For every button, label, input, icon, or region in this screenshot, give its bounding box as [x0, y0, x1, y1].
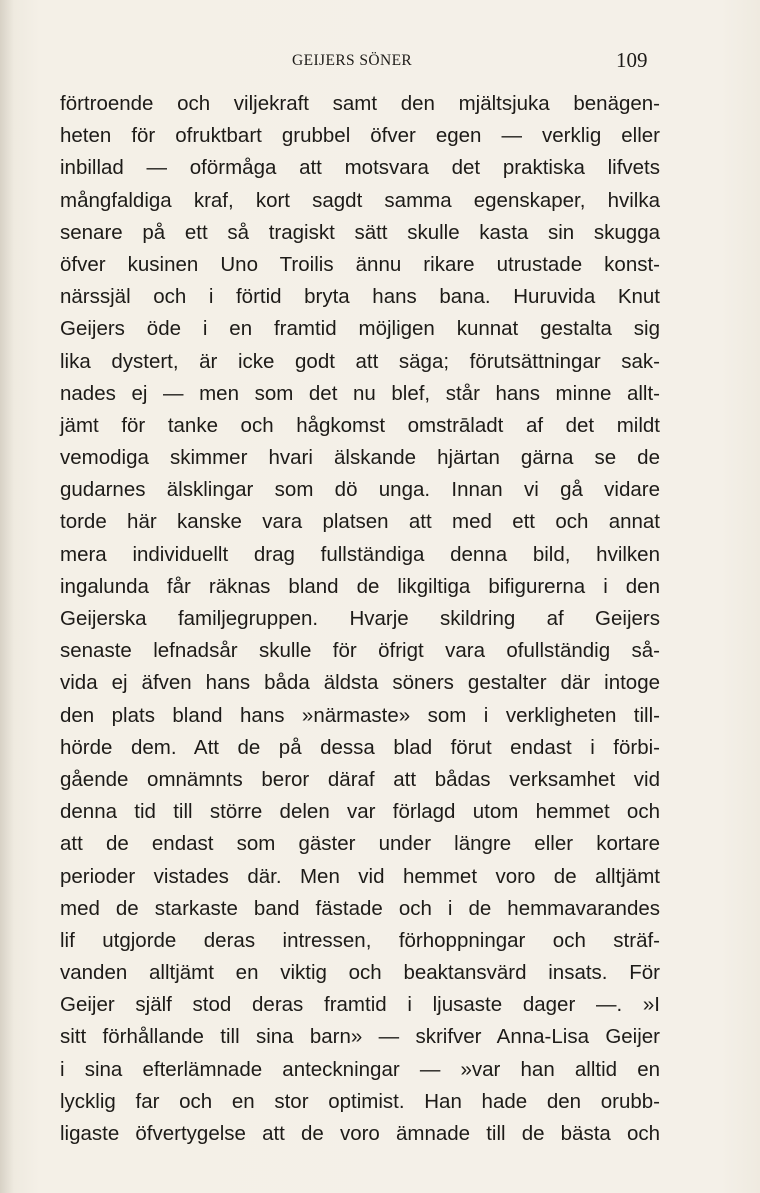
text-line: denna tid till större delen var förlagd utom hemmet och: [60, 800, 660, 824]
text-line: sitt förhållande till sina barn» — skrifver Anna-Lisa Geijer: [60, 1025, 660, 1049]
text-line: inbillad — oförmåga att motsvara det praktiska lifvets: [60, 156, 660, 180]
running-head-title: GEIJERS SÖNER: [292, 52, 413, 69]
text-line: Geijer själf stod deras framtid i ljusaste dager —. »I: [60, 993, 660, 1017]
text-line: senare på ett så tragiskt sätt skulle kasta sin skugga: [60, 220, 660, 244]
text-line: senaste lefnadsår skulle för öfrigt vara ofullständig så-: [60, 639, 660, 663]
text-line: hörde dem. Att de på dessa blad förut endast i förbi-: [60, 735, 660, 759]
text-line: torde här kanske vara platsen att med ett och annat: [60, 510, 660, 534]
text-line: jämt för tanke och hågkomst omstrāladt af det mildt: [60, 413, 660, 437]
text-line: mångfaldiga kraf, kort sagdt samma egenskaper, hvilka: [60, 188, 660, 212]
text-line: mera individuellt drag fullständiga denna bild, hvilken: [60, 542, 660, 566]
text-line: med de starkaste band fästade och i de hemmavarandes: [60, 896, 660, 920]
text-line: vemodiga skimmer hvari älskande hjärtan gärna se de: [60, 446, 660, 470]
text-line: heten för ofruktbart grubbel öfver egen — verklig eller: [60, 124, 660, 148]
text-line: förtroende och viljekraft samt den mjältsjuka benägen-: [60, 92, 660, 115]
text-line: Geijers öde i en framtid möjligen kunnat gestalta sig: [60, 317, 660, 341]
body-text: [60, 88, 660, 1150]
running-header: [60, 48, 660, 74]
text-line: att de endast som gäster under längre eller kortare: [60, 832, 660, 856]
text-line: närssjäl och i förtid bryta hans bana. Huruvida Knut: [60, 285, 660, 309]
text-line: vida ej äfven hans båda äldsta söners gestalter där intoge: [60, 671, 660, 695]
text-line: i sina efterlämnade anteckningar — »var han alltid en: [60, 1057, 660, 1081]
text-line: vanden alltjämt en viktig och beaktansvärd insats. För: [60, 961, 660, 985]
text-line: lika dystert, är icke godt att säga; förutsättningar sak-: [60, 349, 660, 373]
page-number: 109: [616, 48, 648, 72]
text-line: gående omnämnts beror däraf att bådas verksamhet vid: [60, 767, 660, 791]
page-edge-shadow: [0, 0, 14, 1193]
text-line: gudarnes älsklingar som dö unga. Innan vi gå vidare: [60, 478, 660, 502]
text-line: nades ej — men som det nu blef, står hans minne allt-: [60, 381, 660, 405]
text-line: ingalunda får räknas bland de likgiltiga bifigurerna i den: [60, 574, 660, 598]
text-line: perioder vistades där. Men vid hemmet voro de alltjämt: [60, 864, 660, 888]
text-line: lycklig far och en stor optimist. Han hade den orubb-: [60, 1089, 660, 1113]
text-line: Geijerska familjegruppen. Hvarje skildring af Geijers: [60, 607, 660, 630]
text-line: lif utgjorde deras intressen, förhoppningar och sträf-: [60, 928, 660, 952]
text-line: ligaste öfvertygelse att de voro ämnade till de bästa och: [60, 1122, 660, 1145]
text-line: öfver kusinen Uno Troilis ännu rikare utrustade konst-: [60, 252, 660, 276]
text-line: den plats bland hans »närmaste» som i verkligheten till-: [60, 703, 660, 727]
